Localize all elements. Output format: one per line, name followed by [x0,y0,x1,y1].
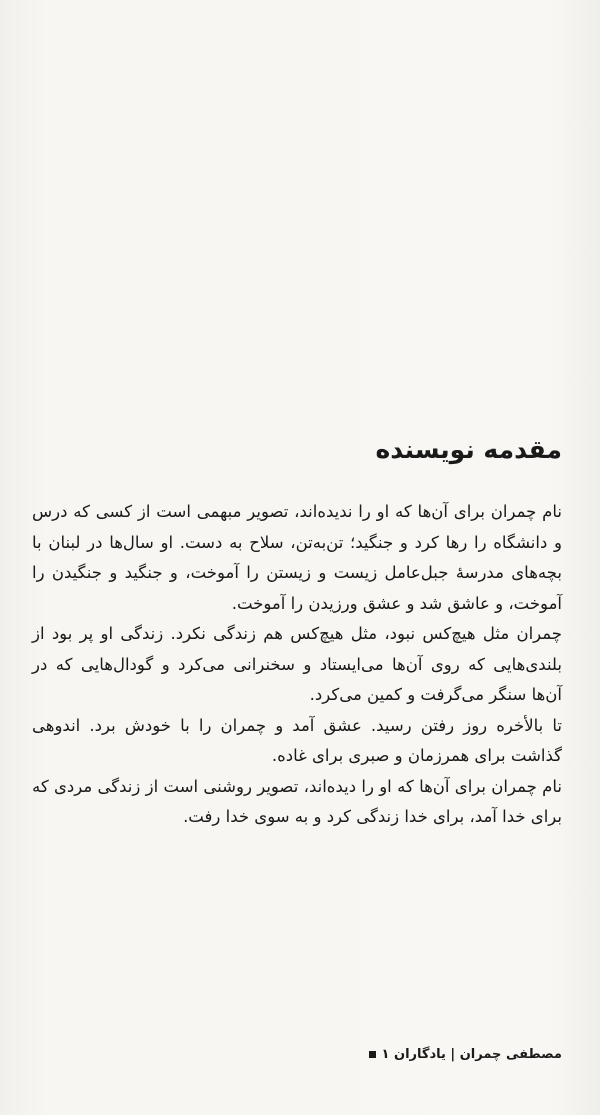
square-bullet-icon [369,1051,376,1058]
running-footer [42,1043,562,1067]
chapter-heading: مقدمه نویسنده [375,435,562,464]
intro-body [32,497,562,833]
footer-title: مصطفی چمران | یادگاران ۱ [381,1047,562,1062]
paragraph-3: تا بالأخره روز رفتن رسید. عشق آمد و چمران را با خودش برد. اندوهی گذاشت برای همرزمان و صبری برای غاده. [32,715,562,765]
paragraph-4: نام چمران برای آن‌ها که او را دیده‌اند، تصویر روشنی است از زندگی مردی که برای خدا آمد، برای خدا زندگی کرد و به سوی خدا رفت. [32,776,562,826]
paragraph-2: چمران مثل هیچ‌کس نبود، مثل هیچ‌کس هم زندگی نکرد. زندگی او پر بود از بلندی‌هایی که روی آن‌ها می‌ایستاد و سخنرانی می‌کرد و گودال‌هایی که در آن‌ها سنگر می‌گرفت و کمین می‌کرد. [32,624,562,704]
paragraph-1: نام چمران برای آن‌ها که او را ندیده‌اند، تصویر مبهمی است از کسی که درس و دانشگاه را رها کرد و جنگید؛ تن‌به‌تن، سلاح به دست. او سال‌ها در لبنان با بچه‌های مدرسهٔ جبل‌عامل زیست و زیستن را آموخت، و جنگید و جنگیدن را آموخت، و عاشق شد و عشق ورزیدن را آموخت. [32,502,562,613]
